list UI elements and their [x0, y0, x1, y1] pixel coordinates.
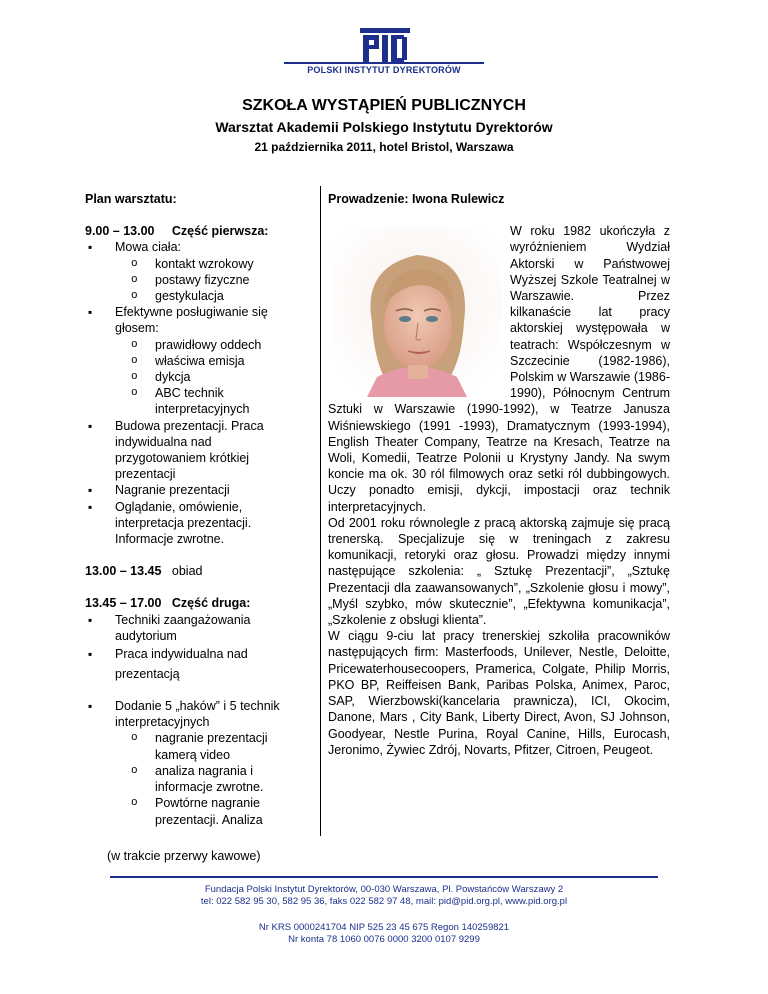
trainer-heading: Prowadzenie: Iwona Rulewicz — [328, 192, 505, 206]
footer-contact — [0, 884, 768, 908]
list-item: ▪ Budowa prezentacji. Praca indywidualna nad przygotowaniem krótkiej prezentacji — [85, 418, 305, 483]
part2-label: Część druga: — [171, 596, 251, 611]
logo-underline — [284, 62, 484, 64]
part2-list — [85, 612, 305, 828]
column-divider — [320, 186, 321, 836]
sub-item: o Powtórne nagranie prezentacji. Analiza — [131, 795, 305, 827]
agenda-heading: Plan warsztatu: — [85, 192, 177, 206]
list-item: ▪ Techniki zaangażowania audytorium — [85, 612, 305, 644]
list-item — [85, 239, 305, 304]
event-date-location: 21 października 2011, hotel Bristol, Warszawa — [254, 140, 514, 154]
lunch-label: obiad — [171, 564, 203, 579]
item-text: Dodanie 5 „haków” i 5 technik interpretacyjnych — [115, 699, 280, 730]
trainer-photo — [332, 227, 502, 397]
sub-list — [115, 730, 305, 827]
trainer-bio-2: Od 2001 roku równolegle z pracą aktorską zajmuje się pracą trenerską. Specjalizuje się w treningach z zakresu komunikacji, retoryki oraz głosu. Prowadzi między innymi następujące szkolenia: „ Sztukę Prezentacji”, „Sztukę Prezentacji dla zaawansowanych”, „Szkolenie głosu i mowy”, „Myśl szybko, mów skutecznie”, „Efektywna komunikacja”, „Szkolenie z obsługi klienta”. — [328, 515, 670, 628]
logo-subtitle: POLSKI INSTYTUT DYREKTORÓW — [307, 65, 461, 75]
coffee-break-note: (w trakcie przerwy kawowe) — [107, 848, 261, 863]
sub-item: o gestykulacja — [131, 288, 305, 304]
sub-item: o właściwa emisja — [131, 353, 305, 369]
portrait-image — [332, 227, 502, 397]
footer-krs: Nr KRS 0000241704 NIP 525 23 45 675 Regon 140259821 — [258, 922, 510, 933]
footer-account: Nr konta 78 1060 0076 0000 3200 0107 9299 — [288, 934, 480, 945]
list-item — [85, 304, 305, 417]
part1-list — [85, 239, 305, 547]
sub-list — [115, 337, 305, 418]
part1-header — [85, 223, 305, 239]
item-text: Mowa ciała: — [115, 240, 181, 255]
agenda-column — [85, 191, 305, 864]
document-title: SZKOŁA WYSTĄPIEŃ PUBLICZNYCH — [242, 97, 526, 114]
sub-item: o dykcja — [131, 369, 305, 385]
sub-list — [115, 256, 305, 305]
part1-label: Część pierwsza: — [171, 224, 269, 239]
pid-logo — [360, 28, 410, 62]
part2-header — [85, 595, 305, 611]
lunch-time: 13.00 – 13.45 — [85, 564, 162, 579]
footer-registry — [0, 922, 768, 946]
trainer-bio-1: W roku 1982 ukończyła z wyróżnieniem Wydział Aktorski w Państwowej Wyższej Szkole Teatralnej w Warszawie. Przez kilkanaście lat pracy aktorskiej występowała w teatrach: Współczesnym w Szczecinie (1982-1986), Polskim w Warszawie (1986-1990), Północnym Centrum Sztuki w Warszawie (1990-1992), w Teatrze Janusza Wiśniewskiego (1991 -1993), Dramatycznym (1993-1994), English Theater Company, Teatrze na Kresach, Teatrze na Woli, Komedii, Teatrze Polonii u Krystyny Jandy. Na swym koncie ma ok. 30 ról filmowych oraz setki ról dubbingowych. Uczy ponadto emisji, dykcji, impostacji oraz technik interpretacyjnych. — [328, 224, 670, 514]
lunch-row — [85, 563, 305, 579]
footer-divider — [110, 876, 658, 878]
sub-item: o prawidłowy oddech — [131, 337, 305, 353]
sub-item: o kontakt wzrokowy — [131, 256, 305, 272]
sub-item: o nagranie prezentacji kamerą video — [131, 730, 305, 762]
item-text: Efektywne posługiwanie się głosem: — [115, 305, 268, 336]
list-item: ▪ Oglądanie, omówienie, interpretacja prezentacji. Informacje zwrotne. — [85, 499, 305, 548]
sub-item: o ABC technik interpretacyjnych — [131, 385, 305, 417]
part2-time: 13.45 – 17.00 — [85, 596, 162, 611]
trainer-bio-3: W ciągu 9-ciu lat pracy trenerskiej szkoliła pracowników następujących firm: Masterfoods, Unilever, Nestle, Deloitte, Pricewaterhousecoopers, Pramerica, Colgate, Philip Morris, PKO BP, Reiffeisen Bank, Paribas Polska, Animex, Paroc, SAP, Wierzbowski(kancelaria prawnicza), ICI, Okocim, Danone, Mars , City Bank, Liberty Direct, Avon, SJ Johnson, Goodyear, Nestle Purina, Royal Canine, Hills, Eurocash, Jeronimo, Żywiec Zdrój, Novarts, Pfitzer, Citroen, Peugeot. — [328, 629, 670, 757]
document-subtitle: Warsztat Akademii Polskiego Instytutu Dyrektorów — [215, 119, 553, 135]
list-item: ▪ Praca indywidualna nad prezentacją — [85, 644, 305, 684]
list-item: ▪ Nagranie prezentacji — [85, 482, 305, 498]
footer-address: Fundacja Polski Instytut Dyrektorów, 00-030 Warszawa, Pl. Powstańców Warszawy 2 — [204, 884, 564, 895]
pid-logo-mark — [360, 28, 410, 62]
list-item — [85, 698, 305, 828]
footer-phone-mail: tel: 022 582 95 30, 582 95 36, faks 022 582 97 48, mail: pid@pid.org.pl, www.pid.org.pl — [200, 896, 568, 907]
trainer-column — [328, 191, 670, 758]
sub-item: o analiza nagrania i informacje zwrotne. — [131, 763, 305, 795]
sub-item: o postawy fizyczne — [131, 272, 305, 288]
part1-time: 9.00 – 13.00 — [85, 224, 155, 239]
